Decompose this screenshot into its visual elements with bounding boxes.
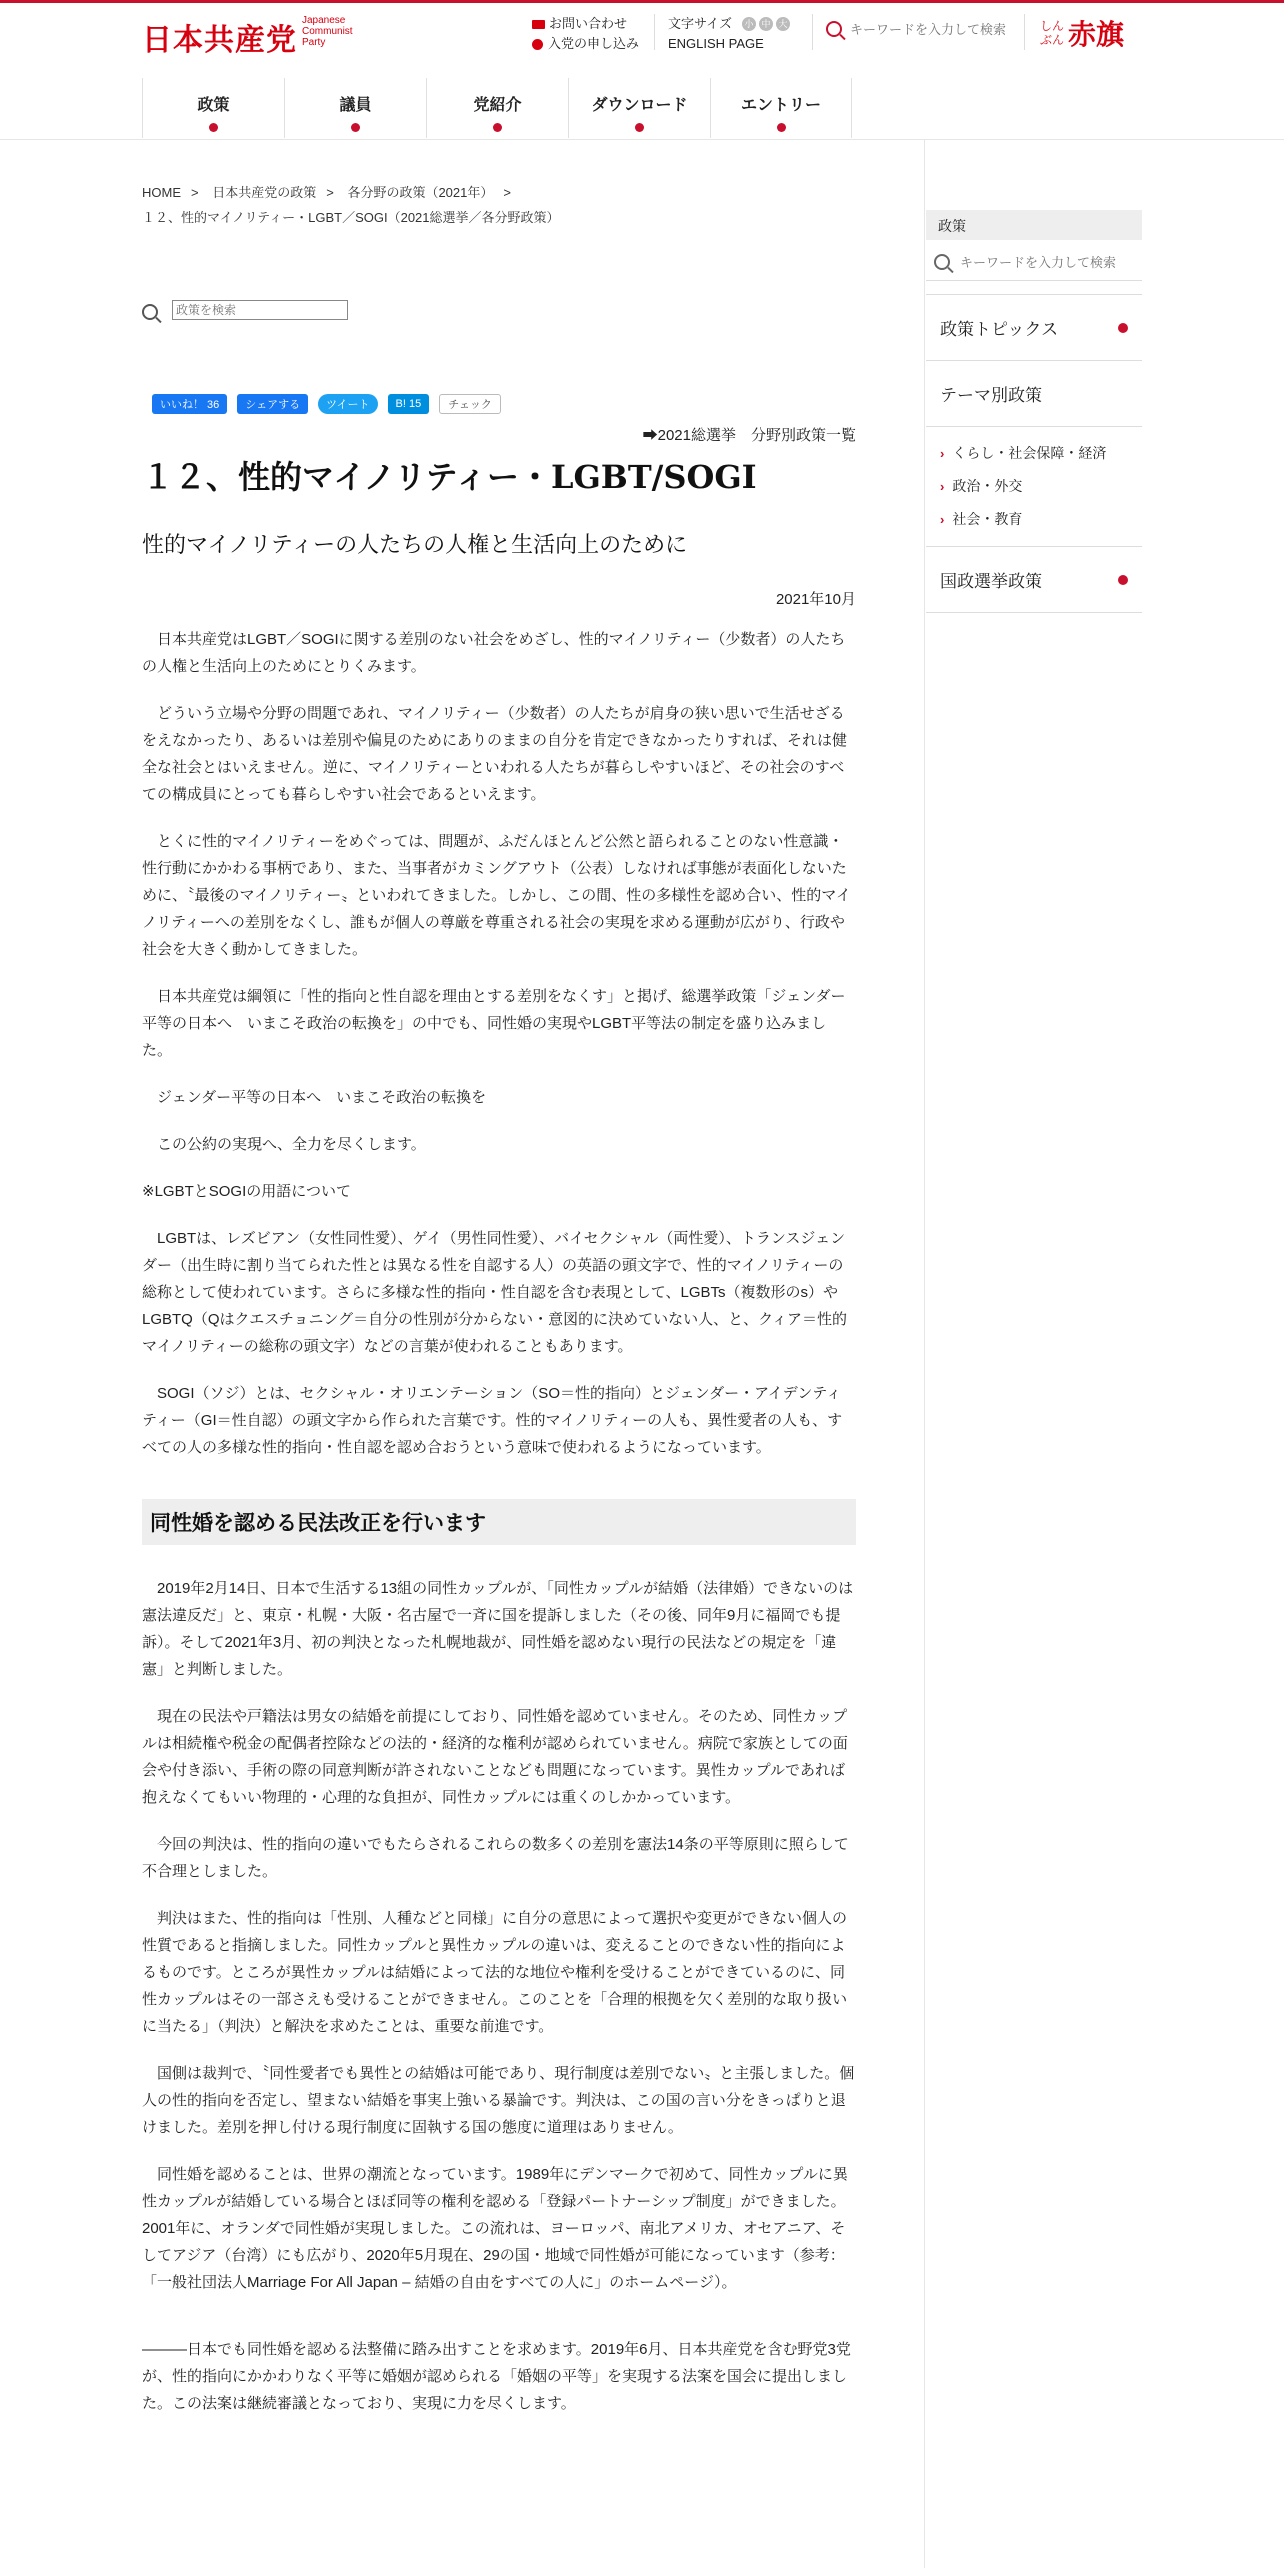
nav-dot-icon — [777, 123, 786, 132]
sidebar-spacer — [926, 281, 1142, 295]
sidebar-item-national[interactable]: 国政選挙政策 — [926, 547, 1142, 613]
paragraph: 日本共産党はLGBT／SOGIに関する差別のない社会をめざし、性的マイノリティー（少数者）の人たちの人権と生活向上のためにとりくみます。 — [142, 631, 846, 675]
person-icon — [532, 39, 543, 50]
header-search-input[interactable] — [850, 22, 1010, 37]
social-buttons — [152, 394, 511, 414]
chevron-right-icon: › — [940, 512, 945, 527]
platform-link[interactable]: ジェンダー平等の日本へ いまこそ政治の転換を — [157, 1089, 487, 1106]
terminology-note: ※LGBTとSOGIの用語について — [142, 1183, 351, 1200]
nav-item-entry[interactable]: エントリー — [710, 78, 852, 138]
sidebar-item-topics[interactable]: 政策トピックス — [926, 295, 1142, 361]
chevron-right-icon: › — [940, 479, 945, 494]
arrow-circle-icon — [1118, 323, 1128, 333]
header-links — [532, 14, 639, 54]
font-size-large-button[interactable]: 大 — [776, 17, 790, 31]
hatena-bookmark-button[interactable]: B! 15 — [388, 394, 430, 414]
main-nav — [142, 78, 852, 138]
policy-list-link[interactable]: ➡2021総選挙 分野別政策一覧 — [642, 427, 856, 444]
font-size-control: 文字サイズ 小 中 大 ENGLISH PAGE — [668, 14, 790, 54]
sidebar-item-living[interactable]: › くらし・社会保障・経済 — [940, 437, 1128, 470]
nav-item-download[interactable]: ダウンロード — [568, 78, 710, 138]
header-divider — [654, 14, 655, 50]
site-header — [0, 3, 1284, 61]
breadcrumb-policy[interactable]: 日本共産党の政策 — [212, 185, 317, 200]
sidebar — [926, 210, 1142, 613]
mail-icon — [532, 20, 545, 29]
akahata-logo[interactable]: しんぶん 赤旗 — [1040, 18, 1125, 51]
search-icon[interactable] — [934, 254, 950, 270]
facebook-like-button[interactable]: いいね！ 36 — [152, 394, 227, 414]
font-size-medium-button[interactable]: 中 — [759, 17, 773, 31]
sidebar-theme-list — [926, 426, 1142, 547]
page-title: １２、性的マイノリティー・LGBT/SOGI — [142, 458, 757, 496]
arrow-circle-icon — [1118, 575, 1128, 585]
search-icon[interactable] — [142, 304, 158, 320]
paragraph: 現在の民法や戸籍法は男女の結婚を前提にしており、同性婚を認めていません。そのため、同性カップルは相続権や税金の配偶者控除などの法的・経済的な権利が認められていません。病院で家族としての面会や付き添い、手術の際の同意判断が許されないことなども問題になっています。異性カップルであれば抱えなくてもいい物理的・心理的な負担が、同性カップルには重くのしかかっています。 — [142, 1708, 848, 1806]
paragraph: 同性婚を認めることは、世界の潮流となっています。1989年にデンマークで初めて、同性カップルに異性カップルが結婚している場合とほぼ同等の権利を認める「登録パートナーシップ制度」ができました。2001年に、オランダで同性婚が実現しました。この流れは、ヨーロッパ、南北アメリカ、オセアニア、そしてアジア（台湾）にも広がり、2020年5月現在、29の国・地域で同性婚が可能になっています（参考：「一般社団法人Marriage For All Japan – 結婚の自由をすべての人に」のホームページ）。 — [142, 2166, 848, 2291]
nav-dot-icon — [209, 123, 218, 132]
nav-dot-icon — [493, 123, 502, 132]
paragraph: 今回の判決は、性的指向の違いでもたらされるこれらの数多くの差別を憲法14条の平等原則に照らして不合理としました。 — [142, 1836, 849, 1880]
article-body — [142, 626, 856, 2437]
header-divider — [1024, 14, 1025, 50]
paragraph: 2019年2月14日、日本で生活する13組の同性カップルが、「同性カップルが結婚（法律婚）できないのは憲法違反だ」と、東京・札幌・大阪・名古屋で一斉に国を提訴しました（その後、同年9月に福岡でも提訴）。そして2021年3月、初の判決となった札幌地裁が、同性婚を認めない現行の民法などの規定を「違憲」と判断しました。 — [142, 1580, 854, 1678]
paragraph: SOGI（ソジ）とは、セクシャル・オリエンテーション（SO＝性的指向）とジェンダー・アイデンティティー（GI＝性自認）の頭文字から作られた言葉です。性的マイノリティーの人も、異性愛者の人も、すべての人の多様な性的指向・性自認を認め合おうという意味で使われるようになっています。 — [142, 1385, 843, 1456]
paragraph: 判決はまた、性的指向は「性別、人種などと同様」に自分の意思によって選択や変更ができない個人の性質であると指摘しました。同性カップルと異性カップルの違いは、変えることのできない性的指向によるものです。ところが異性カップルは結婚によって法的な地位や権利を受けることができているのに、同性カップルはその一部さえも受けることができません。このことを「合理的根拠を欠く差別的な取り扱いに当たる」（判決）と解決を求めたことは、重要な前進です。 — [142, 1910, 848, 2035]
sidebar-item-society[interactable]: › 社会・教育 — [940, 503, 1128, 536]
nav-item-members[interactable]: 議員 — [284, 78, 426, 138]
paragraph: とくに性的マイノリティーをめぐっては、問題が、ふだんほとんど公然と語られることのない性意識・性行動にかかわる事柄であり、また、当事者がカミングアウト（公表）しなければ事態が表面化しないために、〝最後のマイノリティー〟といわれてきました。しかし、この間、性の多様性を認め合い、性的マイノリティーへの差別をなくし、誰もが個人の尊厳を尊重される社会の実現を求める運動が広がり、行政や社会を大きく動かしてきました。 — [142, 833, 851, 958]
sidebar-item-politics[interactable]: › 政治・外交 — [940, 470, 1128, 503]
policy-search-input[interactable] — [172, 300, 348, 320]
nav-item-policy[interactable]: 政策 — [142, 78, 284, 138]
policy-search — [142, 300, 348, 320]
paragraph: LGBTは、レズビアン（女性同性愛）、ゲイ（男性同性愛）、バイセクシャル（両性愛）、トランスジェンダー（出生時に割り当てられた性とは異なる性を自認する人）の英語の頭文字で、性的マイノリティーの総称として使われています。さらに多様な性的指向・性自認を含む表現として、LGBTs（複数形のs）やLGBTQ（Qはクエスチョニング＝自分の性別が分からない・意図的に決めていない人、と、クィア＝性的マイノリティーの総称の頭文字）などの言葉が使われることもあります。 — [142, 1230, 847, 1355]
publish-date: 2021年10月 — [775, 591, 856, 608]
paragraph: ―――日本でも同性婚を認める法整備に踏み出すことを求めます。2019年6月、日本共産党を含む野党3党が、性的指向にかかわりなく平等に婚姻が認められる「婚姻の平等」を実現する法案を国会に提出しました。この法案は継続審議となっており、実現に力を尽くします。 — [142, 2341, 851, 2412]
font-size-small-button[interactable]: 小 — [742, 17, 756, 31]
english-page-link[interactable]: ENGLISH PAGE — [668, 36, 764, 51]
facebook-share-button[interactable]: シェアする — [237, 394, 308, 414]
header-search — [826, 21, 1010, 37]
sidebar-heading: 政策 — [926, 210, 1142, 240]
contact-link[interactable]: お問い合わせ — [532, 14, 639, 34]
nav-dot-icon — [635, 123, 644, 132]
sidebar-item-theme[interactable]: テーマ別政策 — [940, 386, 1042, 405]
site-logo[interactable]: 日本共産党 — [142, 23, 297, 58]
header-divider — [812, 14, 813, 50]
site-logo-english: Japanese Communist Party — [302, 15, 353, 48]
paragraph: どういう立場や分野の問題であれ、マイノリティー（少数者）の人たちが肩身の狭い思いで生活せざるをえなかったり、あるいは差別や偏見のためにありのままの自分を肯定できなかったりすれば、それは健全な社会とはいえません。逆に、マイノリティーといわれる人たちが暮らしやすいほど、その社会のすべての構成員にとっても暮らしやすい社会であるといえます。 — [142, 705, 848, 803]
breadcrumb-current: １２、性的マイノリティー・LGBT／SOGI（2021総選挙／各分野政策） — [142, 210, 560, 225]
sidebar-search — [926, 240, 1142, 281]
main-content — [142, 180, 856, 2412]
paragraph: 国側は裁判で、〝同性愛者でも異性との結婚は可能であり、現行制度は差別でない〟と主張しました。個人の性的指向を否定し、望まない結婚を事実上強いる暴論です。判決は、この国の言い分をきっぱりと退けました。差別を押し付ける現行制度に固執する国の態度に道理はありません。 — [142, 2065, 855, 2136]
chevron-right-icon: › — [940, 446, 945, 461]
nav-divider — [0, 139, 1284, 140]
sidebar-search-input[interactable] — [960, 255, 1130, 270]
section-heading: 同性婚を認める民法改正を行います — [142, 1499, 856, 1545]
breadcrumb-category[interactable]: 各分野の政策（2021年） — [347, 185, 494, 200]
sidebar-divider — [924, 140, 925, 2568]
breadcrumb-home[interactable]: HOME — [142, 185, 181, 200]
check-button[interactable]: チェック — [439, 394, 501, 414]
tweet-button[interactable]: ツイート — [318, 394, 377, 414]
breadcrumb: HOME > 日本共産党の政策 > 各分野の政策（2021年） > １２、性的マイノリティー・LGBT／SOGI（2021総選挙／各分野政策） — [142, 180, 856, 230]
search-icon[interactable] — [826, 21, 842, 37]
paragraph: 日本共産党は綱領に「性的指向と性自認を理由とする差別をなくす」と掲げ、総選挙政策「ジェンダー平等の日本へ いまこそ政治の転換を」の中でも、同性婚の実現やLGBT平等法の制定を盛り込みました。 — [142, 988, 846, 1059]
page-subtitle: 性的マイノリティーの人たちの人権と生活向上のために — [142, 532, 688, 557]
nav-dot-icon — [351, 123, 360, 132]
nav-item-about[interactable]: 党紹介 — [426, 78, 568, 138]
join-link[interactable]: 入党の申し込み — [532, 34, 639, 54]
paragraph: この公約の実現へ、全力を尽くします。 — [157, 1136, 426, 1153]
